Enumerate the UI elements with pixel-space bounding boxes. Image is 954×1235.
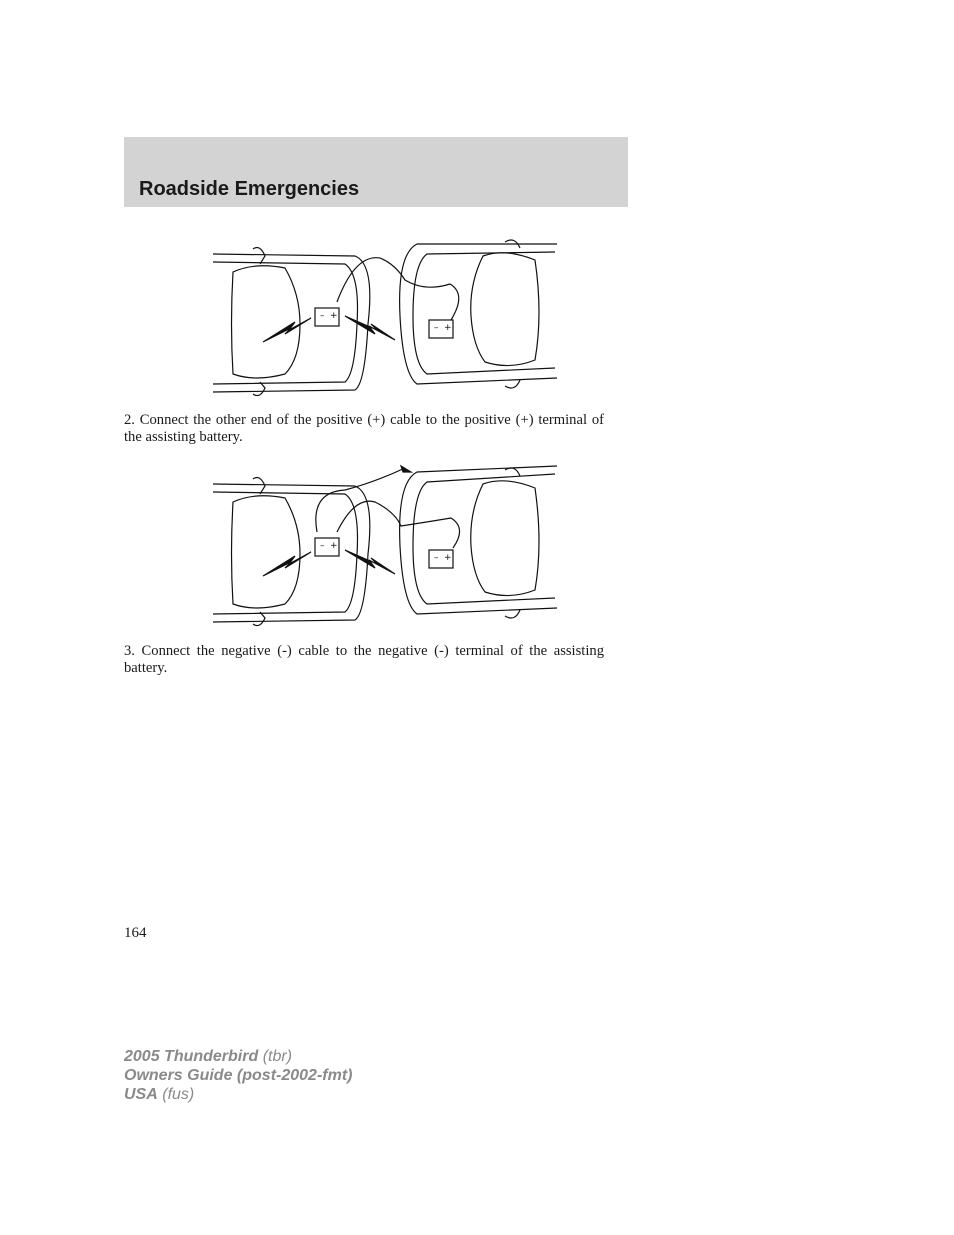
battery-minus-label-0-0: – xyxy=(320,311,325,321)
footer-market: USA xyxy=(124,1086,158,1103)
jump-start-diagram-2 xyxy=(205,462,565,630)
footer-line-1 xyxy=(124,1047,352,1066)
jump-start-diagram-2-icon xyxy=(205,462,565,630)
battery-plus-label-1-0: + xyxy=(330,541,338,551)
battery-plus-label-0-0: + xyxy=(330,311,338,321)
section-header xyxy=(124,137,628,207)
step-3-text: 3. Connect the negative (-) cable to the negative (-) terminal of the assisting battery. xyxy=(124,643,604,676)
footer-line-3 xyxy=(124,1085,352,1104)
battery-plus-label-1-1: + xyxy=(444,553,452,563)
footer-model: 2005 Thunderbird xyxy=(124,1048,259,1065)
footer-guide: Owners Guide (post-2002-fmt) xyxy=(124,1067,353,1084)
battery-minus-label-1-0: – xyxy=(320,541,325,551)
battery-minus-label-0-1: – xyxy=(434,323,439,333)
footer-market-code: (fus) xyxy=(162,1086,195,1103)
battery-minus-label-1-1: – xyxy=(434,553,439,563)
step-2-text: 2. Connect the other end of the positive (+) cable to the positive (+) terminal of the assisting battery. xyxy=(124,412,604,445)
page-number: 164 xyxy=(124,925,147,941)
document-footer xyxy=(124,1047,352,1104)
section-title: Roadside Emergencies xyxy=(139,178,360,200)
battery-plus-label-0-1: + xyxy=(444,323,452,333)
footer-line-2 xyxy=(124,1066,352,1085)
jump-start-diagram-1 xyxy=(205,234,565,400)
jump-start-diagram-1-icon xyxy=(205,234,565,400)
footer-model-code: (tbr) xyxy=(262,1048,293,1065)
